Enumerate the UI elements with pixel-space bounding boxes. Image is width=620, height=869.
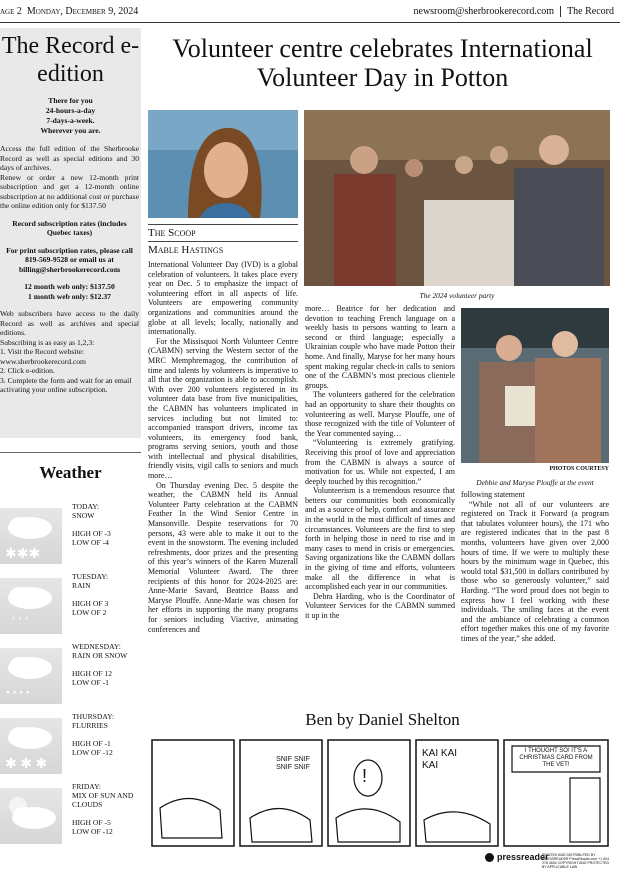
rain-cloud-icon — [0, 578, 62, 634]
weather-condition: RAIN OR SNOW — [72, 651, 128, 660]
flurries-cloud-icon — [0, 718, 62, 774]
page-header — [0, 0, 620, 23]
web-12-month: 12 month web only: $137.50 — [24, 282, 115, 291]
sidebar-title: The Record e-edition — [1, 33, 140, 87]
article-paragraph: more… Beatrice for her dedication and devotion to teaching French language on a weekly basis to persons wanting to learn a second or third language; especially a Ukrainian couple who have made Potton their home. And finally, Maryse for her many hours spent making regular check-in calls to seniors one of the CABMN’s most precious clientele groups. — [305, 304, 455, 390]
svg-text:′ ′ ′: ′ ′ ′ — [12, 615, 29, 630]
rates-title: Record subscription rates (includes Quebec taxes) — [12, 218, 127, 237]
weather-day — [0, 782, 141, 852]
pressreader-brand: pressreader — [497, 852, 549, 862]
comic-strip — [150, 738, 610, 850]
subscribe-step: 2. Click e-edition. — [0, 366, 55, 375]
debbie-maryse-photo — [461, 308, 609, 463]
weather-low: LOW OF 2 — [72, 608, 107, 617]
weather-low: LOW OF -12 — [72, 748, 113, 757]
print-info: For print subscription rates, please call 819-569-9528 or email us at billing@sherbrookerecord.com — [6, 245, 133, 274]
weather-day — [0, 712, 141, 782]
weather-box — [0, 452, 141, 868]
weather-day — [0, 502, 141, 572]
weather-day — [0, 642, 141, 712]
tagline-line: There for you — [48, 96, 93, 105]
article-paragraph: On Thursday evening Dec. 5 despite the weather, the CABMN held its Annual Volunteer Party celebration at the CABMN Feather In the Wind Senior Centre in Mansonville. Despite reservations for 70 persons, 43 were able to make it out to the event in the snowstorm. The evening included refreshments, door prizes and the presenting of this year’s winners of the Karen Muzerall Memorial Volunteer Award. The three recipients of this honor for 2024-2025 are: Anne-Marie Savard, Beatrice Baass and Maryse Plouffe. Anne-Marie was chosen for her efforts in supporting the many programs for seniors including Viactive, animating conferences and — [148, 480, 298, 634]
article-paragraph: For the Missisquoi North Volunteer Centre (CABMN) serving the Western sector of the MRC Memphremagog, the contribution of time and talents by volunteers is imperative to all that the organization is able to accomplish. With over 200 volunteers registered in its volunteer data base from five municipalities, the CABMN has volunteers implicated in services including but not limited to: accompanied transport drivers, income tax volunteers, its emergency food bank, programs serving seniors, youth and those with intellectual and physical disabilities, friendly visits, vigil calls to seniors and much more… — [148, 336, 298, 481]
comic-sniff-text: SNIF SNIF SNIF SNIF — [276, 756, 310, 771]
e-edition-sidebar — [0, 28, 141, 438]
renew-text: Renew or order a new 12-month print subscription and get a 12-month online subscription at no additional cost or purchase the online edition only for $137.50 — [0, 172, 139, 210]
photo-caption-2: Debbie and Maryse Plouffe at the event — [476, 478, 594, 487]
weather-high: HIGH OF -3 — [72, 529, 111, 538]
weather-high: HIGH OF 3 — [72, 599, 109, 608]
paper-name: The Record — [567, 6, 614, 17]
author-name: Mable Hastings — [148, 241, 298, 258]
access-text: Access the full edition of the Sherbrooke Record as well as special editions and 30 days of archives. — [0, 144, 139, 172]
weather-low: LOW OF -12 — [72, 827, 113, 836]
weather-high: HIGH OF 12 — [72, 669, 113, 678]
page-date-line — [0, 6, 138, 17]
article-paragraph: “Volunteering is extremely gratifying. Receiving this proof of love and appreciation from the CABMN is always a source of motivation for us. While not expected, I am deeply touched by this recognition.” — [305, 438, 455, 486]
weather-low: LOW OF -1 — [72, 678, 109, 687]
article-headline: Volunteer centre celebrates International Volunteer Day in Potton — [172, 34, 593, 92]
pressreader-footer — [485, 852, 615, 869]
article-paragraph: The volunteers gathered for the celebration had an opportunity to share their thoughts on volunteering as well. Maryse Plouffe, one of those recognized with the title of Volunteer of the Year commented saying… — [305, 390, 455, 438]
subscribe-step: 3. Complete the form and wait for an email activating your online subscription. — [0, 375, 132, 394]
weather-day-name: FRIDAY: — [72, 782, 101, 791]
weather-condition: SNOW — [72, 511, 95, 520]
weather-title: Weather — [0, 452, 141, 483]
weather-day — [0, 572, 141, 642]
article-paragraph: Volunteerism is a tremendous resource that betters our communities both economically and as a source of help, comfort and assurance in the world in the most difficult of times and circumstances. Volunteers are the first to step forth in helping those in need to rise and in many cases to mend in crisis or emergencies. Saving organizations like the CABMN dollars in the giving of time and efforts, volunteers make all the difference in what is accomplished each year in our communities. — [305, 486, 455, 592]
sidebar-tagline — [0, 96, 141, 136]
issue-date: Monday, December 9, 2024 — [26, 6, 139, 17]
tagline-line: 24-hours-a-day — [45, 106, 96, 115]
tagline-line: 7-days-a-week. — [46, 116, 95, 125]
author-photo — [148, 110, 298, 218]
web-access-text: Web subscribers have access to the daily Record as well as archives and special editions. — [0, 309, 139, 337]
web-1-month: 1 month web only: $12.37 — [28, 291, 111, 301]
weather-day-name: WEDNESDAY: — [72, 642, 121, 651]
weather-condition: FLURRIES — [72, 721, 108, 730]
article-paragraph: “While not all of our volunteers are registered on Track it Forward (a program that tabulates volunteer hours), the 171 who are registered indicates that in the past 8 months, volunteers have given over 2,000 hours of time. If we were to multiply these hours by the minimum wage in Quebec, this would total $31,500 in dollars contributed by those who so generously volunteer,” said Harding. “The word proud does not begin to express how I feel working with these individuals. The smiling faces at the event and the ambiance of celebrating a common effort together makes this one of my favorite times of the year,” she added. — [461, 499, 609, 643]
weather-condition: RAIN — [72, 581, 91, 590]
article-column-2 — [305, 304, 455, 712]
weather-day-name: TUESDAY: — [72, 572, 109, 581]
article-paragraph: Debra Harding, who is the Coordinator of Volunteer Services for the CABMN summed it up in the — [305, 591, 455, 620]
rain-snow-cloud-icon — [0, 648, 62, 704]
weather-day-name: TODAY: — [72, 502, 100, 511]
page-number: age 2 — [0, 6, 22, 17]
tagline-line: Wherever you are. — [40, 126, 101, 135]
weather-high: HIGH OF -5 — [72, 818, 111, 827]
pressreader-icon — [485, 853, 494, 862]
snow-cloud-icon — [0, 508, 62, 564]
svg-text:✱ ✱ ✱: ✱ ✱ ✱ — [5, 757, 48, 772]
sun-cloud-icon — [0, 788, 62, 844]
comic-kai-text: KAI KAI KAI — [422, 748, 458, 771]
svg-text:• • • •: • • • • — [6, 687, 30, 699]
photo-caption: The 2024 volunteer party — [419, 291, 495, 300]
subscribe-step: 1. Visit the Record website: www.sherbrookerecord.com — [0, 347, 86, 366]
article-column-1 — [148, 260, 298, 712]
weather-day-name: THURSDAY: — [72, 712, 115, 721]
comic-speech-text: I THOUGHT SO! IT'S A CHRISTMAS CARD FROM THE VET! — [519, 748, 593, 768]
article-paragraph: International Volunteer Day (IVD) is a global celebration of volunteers. It takes place every year on Dec. 5 to emphasize the impact of volunteering effort in all aspects of life. Volunteers are empowering community organizations and communities around the globe at all levels; locally, nationally and internationally. — [148, 260, 298, 337]
article-paragraph: following statement — [461, 490, 525, 499]
weather-high: HIGH OF -1 — [72, 739, 111, 748]
photo-credit: PHOTOS COURTESY — [549, 466, 609, 472]
weather-condition: MIX OF SUN AND CLOUDS — [72, 791, 134, 809]
comic-title: Ben by Daniel Shelton — [305, 710, 460, 729]
subscribe-intro: Subscribing is as easy as 1,2,3: — [0, 337, 95, 347]
pressreader-logo — [485, 852, 549, 862]
svg-text:✱✱✱: ✱✱✱ — [5, 547, 41, 562]
column-name: The Scoop — [148, 227, 196, 239]
column-byline — [148, 224, 298, 258]
article-column-3 — [461, 490, 609, 712]
header-right — [414, 6, 615, 17]
volunteer-party-photo — [304, 110, 610, 286]
footer-fine-print: PRINTED AND DISTRIBUTED BY PRESSREADER PressReader.com +1 604 278 4604 COPYRIGHT AND PROTECTED BY APPLICABLE LAW — [542, 853, 610, 869]
newsroom-email[interactable]: newsroom@sherbrookerecord.com — [413, 6, 555, 17]
comic-exclaim-text: ! — [362, 766, 368, 786]
weather-low: LOW OF -4 — [72, 538, 109, 547]
